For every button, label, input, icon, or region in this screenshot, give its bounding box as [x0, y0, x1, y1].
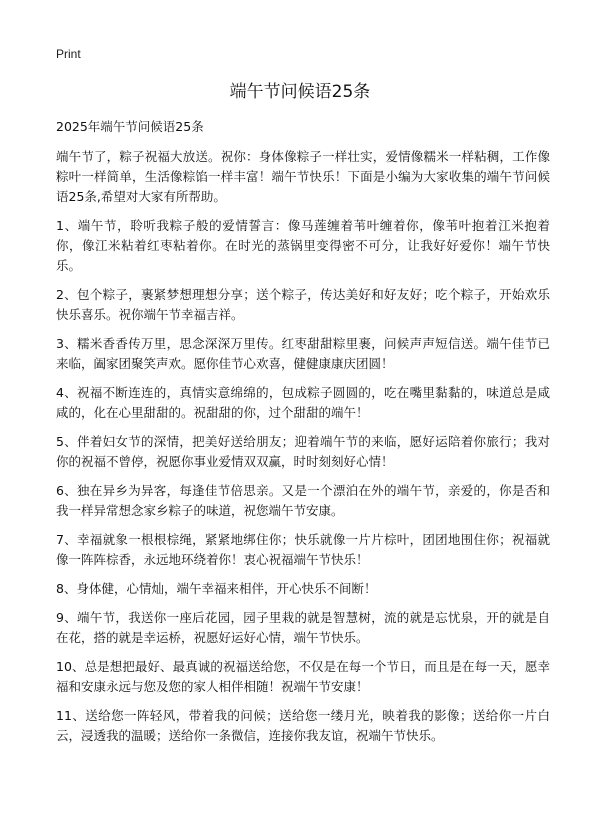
paragraph-intro: 端午节了，粽子祝福大放送。祝你：身体像粽子一样壮实，爱情像糯米一样粘稠，工作像粽叶一样简单，生活像粽馅一样丰富！端午节快乐！下面是小编为大家收集的端午节问候语25条,希望对大家有所帮助。 [56, 149, 550, 204]
paragraph-2: 2、包个粽子，裹紧梦想理想分享；送个粽子，传达美好和好友好；吃个粽子，开始欢乐快乐喜乐。祝你端午节幸福吉祥。 [56, 287, 550, 322]
document-body [56, 117, 550, 755]
paragraph-8: 8、身体健，心情灿，端午幸福来相伴，开心快乐不间断！ [56, 581, 377, 596]
paragraph-7: 7、幸福就象一根根棕绳，紧紧地绑住你；快乐就像一片片棕叶，团团地围住你；祝福就像一阵阵棕香，永远地环绕着你！衷心祝福端午节快乐！ [56, 532, 550, 567]
print-link[interactable]: Print [56, 47, 81, 61]
document-subtitle: 2025年端午节问候语25条 [56, 119, 204, 134]
document-title: 端午节问候语25条 [229, 82, 371, 102]
paragraph-9: 9、端午节，我送你一座后花园，园子里栽的就是智慧树，流的就是忘忧泉，开的就是自在花，搭的就是幸运桥，祝愿好运好心情，端午节快乐。 [56, 610, 550, 645]
paragraph-1: 1、端午节，聆听我粽子般的爱情誓言：像马莲缠着苇叶缠着你，像苇叶抱着江米抱着你，像江米粘着红枣粘着你。在时光的蒸锅里变得密不可分，让我好好爱你！端午节快乐。 [56, 218, 550, 273]
paragraph-10: 10、总是想把最好、最真诚的祝福送给您，不仅是在每一个节日，而且是在每一天，愿幸福和安康永远与您及您的家人相伴相随！祝端午节安康！ [56, 659, 550, 694]
paragraph-3: 3、糯米香香传万里，思念深深万里传。红枣甜甜粽里裹，问候声声短信送。端午佳节已来临，阖家团聚笑声欢。愿你佳节心欢喜，健健康康庆团圆！ [56, 336, 550, 371]
paragraph-4: 4、祝福不断连连的，真情实意绵绵的，包成粽子圆圆的，吃在嘴里黏黏的，味道总是咸咸的，化在心里甜甜的。祝甜甜的你，过个甜甜的端午！ [56, 385, 550, 420]
paragraph-6: 6、独在异乡为异客，每逢佳节倍思亲。又是一个漂泊在外的端午节，亲爱的，你是否和我一样异常想念家乡粽子的味道，祝您端午节安康。 [56, 483, 550, 518]
paragraph-5: 5、伴着妇女节的深情，把美好送给朋友；迎着端午节的来临，愿好运陪着你旅行；我对你的祝福不曾停，祝愿你事业爱情双双赢，时时刻刻好心情！ [56, 434, 550, 469]
paragraph-11: 11、送给您一阵轻风，带着我的问候；送给您一缕月光，映着我的影像；送给你一片白云，浸透我的温暖；送给你一条微信，连接你我友谊，祝端午节快乐。 [56, 708, 550, 743]
